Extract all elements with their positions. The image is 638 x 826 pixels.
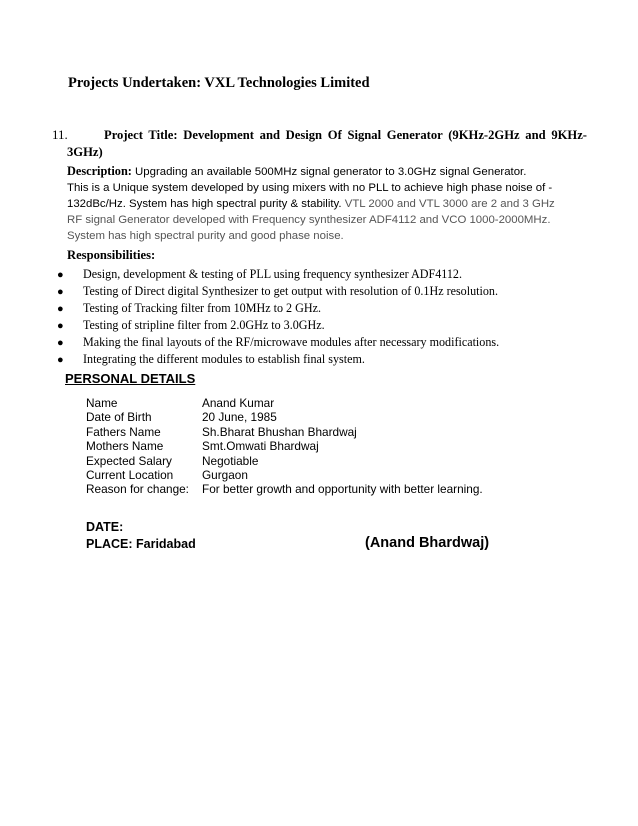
detail-key: Date of Birth	[86, 410, 152, 425]
detail-value: Anand Kumar	[202, 396, 275, 410]
list-item	[57, 283, 597, 300]
detail-value: For better growth and opportunity with better learning.	[202, 482, 483, 497]
list-item	[57, 334, 597, 351]
signature-name: (Anand Bhardwaj)	[365, 535, 490, 551]
description-line: This is a Unique system developed by using mixers with no PLL to achieve high phase noise of -	[67, 182, 553, 194]
bullet-icon: ●	[57, 302, 64, 315]
detail-value: Gurgaon	[202, 467, 248, 482]
bullet-icon: ●	[57, 336, 64, 349]
description-line: RF signal Generator developed with Frequency synthesizer ADF4112 and VCO 1000-2000MHz.	[67, 214, 551, 226]
responsibilities-label: Responsibilities:	[67, 248, 156, 262]
responsibility-text: Testing of Direct digital Synthesizer to get output with resolution of 0.1Hz resolution.	[83, 284, 498, 298]
detail-row	[86, 410, 483, 424]
project-description	[67, 163, 575, 244]
detail-value: Smt.Omwati Bhardwaj	[202, 439, 319, 454]
detail-value: Sh.Bharat Bhushan Bhardwaj	[202, 424, 357, 439]
responsibility-text: Testing of stripline filter from 2.0GHz to 3.0GHz.	[83, 318, 325, 332]
detail-key: Current Location	[86, 467, 174, 482]
detail-row	[86, 425, 483, 439]
description-line: VTL 2000 and VTL 3000 are 2 and 3 GHz	[341, 198, 555, 210]
section-heading: Projects Undertaken: VXL Technologies Limited	[68, 75, 370, 91]
responsibility-text: Integrating the different modules to establish final system.	[83, 352, 365, 366]
list-item	[57, 266, 597, 283]
detail-key: Fathers Name	[86, 424, 161, 439]
list-item	[57, 300, 597, 317]
detail-row	[86, 396, 483, 410]
responsibility-text: Testing of Tracking filter from 10MHz to 2 GHz.	[83, 301, 321, 315]
detail-value: Negotiable	[202, 453, 259, 468]
date-label: DATE:	[86, 520, 124, 534]
responsibilities-list	[57, 266, 597, 368]
responsibility-text: Making the final layouts of the RF/microwave modules after necessary modifications.	[83, 335, 500, 349]
detail-row	[86, 439, 483, 453]
list-item	[57, 351, 597, 368]
detail-row	[86, 454, 483, 468]
project-title: Project Title: Development and Design Of Signal Generator (9KHz-2GHz and 9KHz-3GHz)	[67, 128, 587, 159]
bullet-icon: ●	[57, 353, 64, 366]
description-line: System has high spectral purity and good phase noise.	[67, 230, 344, 242]
personal-details-table	[86, 396, 483, 497]
description-line: Upgrading an available 500MHz signal generator to 3.0GHz signal Generator.	[131, 166, 527, 178]
detail-key: Mothers Name	[86, 439, 164, 454]
bullet-icon: ●	[57, 268, 64, 281]
place-label: PLACE: Faridabad	[86, 537, 196, 551]
detail-key: Expected Salary	[86, 453, 172, 468]
detail-key: Name	[86, 396, 118, 410]
personal-details-title: PERSONAL DETAILS	[65, 371, 196, 386]
description-line: 132dBc/Hz. System has high spectral purity & stability.	[67, 198, 342, 210]
detail-row	[86, 468, 483, 482]
responsibility-text: Design, development & testing of PLL using frequency synthesizer ADF4112.	[83, 267, 462, 281]
project-number: 11.	[52, 127, 68, 142]
description-label: Description:	[67, 164, 132, 178]
bullet-icon: ●	[57, 319, 64, 332]
list-item	[57, 317, 597, 334]
detail-key: Reason for change:	[86, 482, 189, 497]
detail-value: 20 June, 1985	[202, 410, 277, 425]
detail-row	[86, 482, 483, 496]
bullet-icon: ●	[57, 285, 64, 298]
